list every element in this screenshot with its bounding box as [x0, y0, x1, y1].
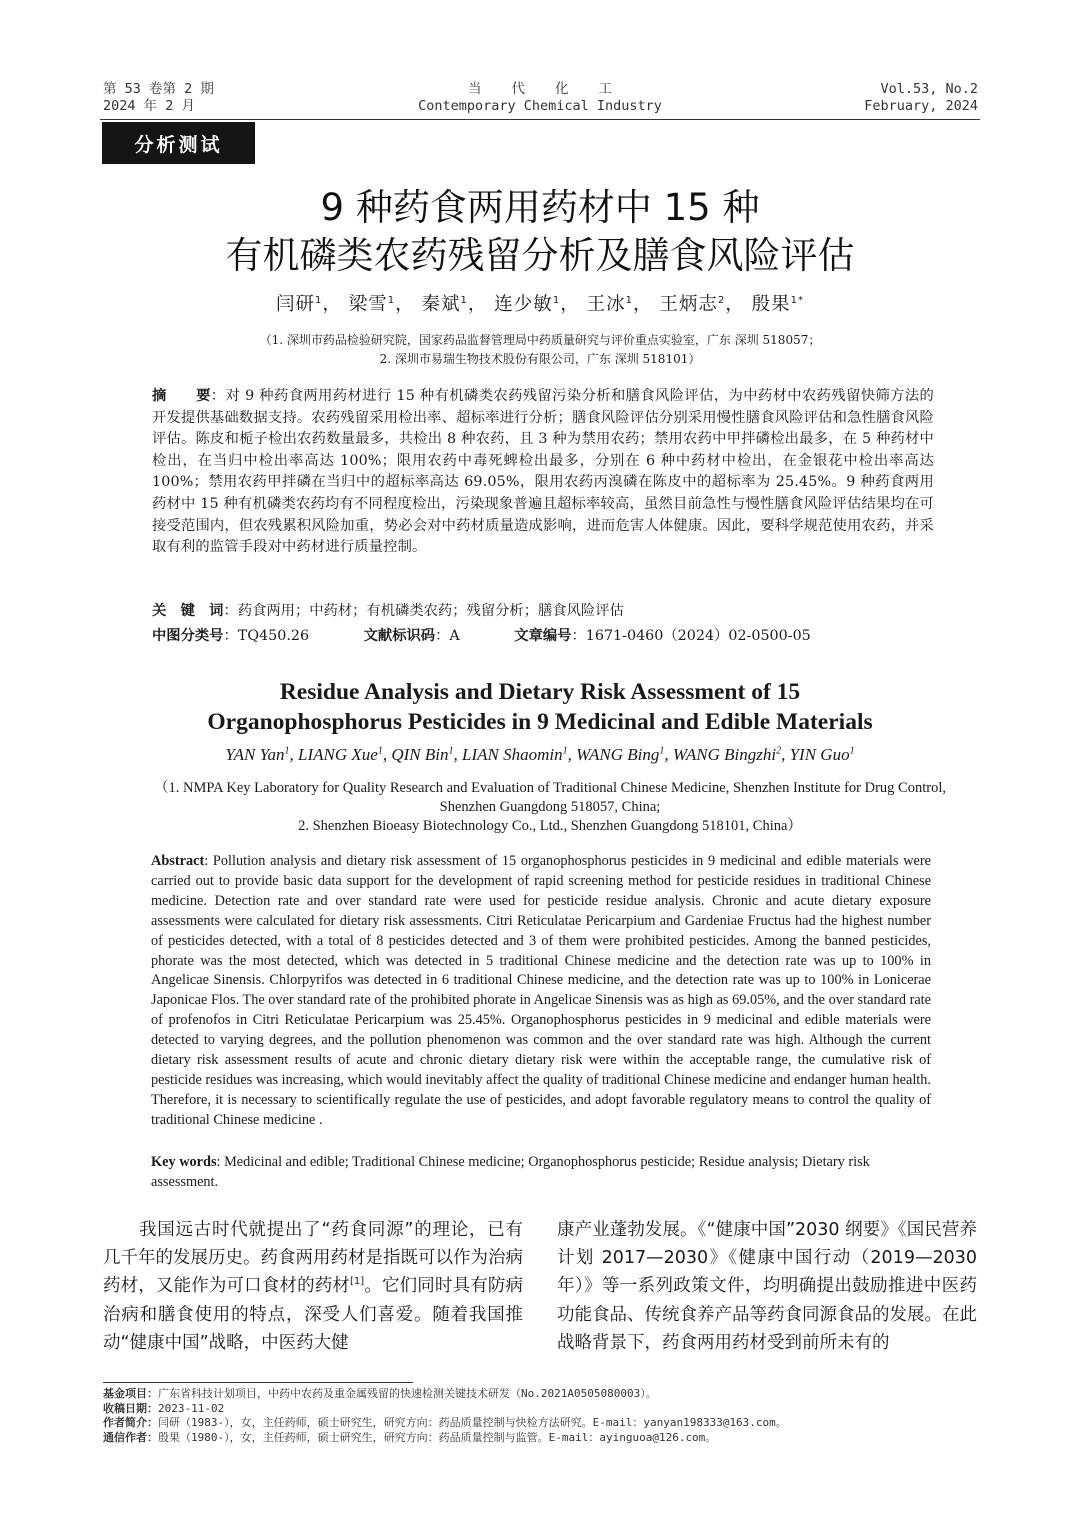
author-zh: 殷果$^{1*}$	[751, 294, 805, 315]
abstract-zh-text: ：对 9 种药食两用药材进行 15 种有机磷类农药残留污染分析和膳食风险评估，为中药材中农药残留快筛方法的开发提供基础数据支持。农药残留采用检出率、超标率进行分析；膳食风险评估分别采用慢性膳食风险评估和急性膳食风险评估。陈皮和栀子检出农药数量最多，共检出 8 种农药，且 3 种为禁用农药；禁用农药中甲拌磷检出最多，在 5 种药材中检出，在当归中检出率高达 100%；限用农药中毒死蜱检出最多，分别在 6 种中药材中检出，在金银花中检出率高达 100%；禁用农药甲拌磷在当归中的超标率高达 69.05%，限用农药丙溴磷在陈皮中的超标率为 25.45%。9 种药食两用药材中 15 种有机磷类农药均有不同程度检出，污染现象普遍且超标率较高，虽然目前急性与慢性膳食风险评估结果均在可接受范围内，但农残累积风险加重，势必会对中药材质量造成影响，进而危害人体健康。因此，要科学规范使用农药，并采取有利的监管手段对中药材进行质量控制。	[152, 388, 934, 556]
footnote-divider	[103, 1382, 413, 1383]
affiliations-zh	[0, 331, 1080, 369]
article-number-label: 文章编号	[514, 628, 572, 644]
header-date-zh: 2024 年 2 月	[103, 98, 196, 114]
affiliation-en-line2: 2. Shenzhen Bioeasy Biotechnology Co., Ltd., Shenzhen Guangdong 518101, China）	[298, 818, 802, 834]
abstract-zh-label: 摘 要	[152, 388, 211, 404]
author-en: QIN Bin$^1$	[391, 745, 454, 764]
title-zh	[0, 184, 1080, 280]
header-volume-number-en: Vol.53, No.2	[880, 81, 978, 97]
keywords-en-text: : Medicinal and edible; Traditional Chinese medicine; Organophosphorus pesticide; Residue analysis; Dietary risk assessment.	[151, 1154, 870, 1190]
affiliation-en-line1: （1. NMPA Key Laboratory for Quality Research and Evaluation of Traditional Chinese Medicine, Shenzhen Institute for Drug Control, Shenzhen Guangdong 518057, China;	[154, 780, 946, 815]
footnote-received: 收稿日期：2023-11-02	[103, 1401, 225, 1415]
header-volume-en	[864, 81, 978, 115]
body-column-left	[103, 1216, 523, 1357]
body-left-text-1: 我国远古时代就提出了“药食同源”的理论，已有几千年的发展历史。药食两用药材是指既可以作为治病药材，又能作为可口食材的药材	[103, 1220, 523, 1297]
author-zh: 连少敏$^1$	[494, 294, 561, 315]
author-zh: 秦斌$^1$	[421, 294, 468, 315]
authors-en: YAN Yan$^1$, LIANG Xue$^1$, QIN Bin$^1$, LIAN Shaomin$^1$, WANG Bing$^1$, WANG Bingzhi$^2$, YIN Guo$^1$	[225, 745, 855, 764]
author-en: WANG Bing$^1$	[576, 745, 665, 764]
author-zh: 闫研$^1$	[275, 294, 323, 315]
doc-code-label: 文献标识码	[363, 628, 436, 644]
clc-label: 中图分类号	[152, 628, 224, 644]
abstract-en-text: : Pollution analysis and dietary risk assessment of 15 organophosphorus pesticides in 9 medicinal and edible materials were carried out to provide basic data support for the development of rapid screening method for pesticide residues in traditional Chinese medicine. Detection rate and over standard rate were used for pesticide residue analysis. Chronic and acute dietary exposure assessments were calculated for dietary risk assessments. Citri Reticulatae Pericarpium and Gardeniae Fructus had the highest number of pesticides detected, with a total of 8 pesticides detected and 3 of them were prohibited pesticides. Among the banned pesticides, phorate was the most detected, which was detected in 5 traditional Chinese medicine and the detection rate was up to 100% in Angelicae Sinensis. Chlorpyrifos was detected in 6 traditional Chinese medicine, and the detection rate was up to 100% in Lonicerae Japonicae Flos. The over standard rate of the prohibited phorate in Angelicae Sinensis was as high as 69.05%, and the over standard rate of profenofos in Citri Reticulatae Pericarpium was 25.45%. Organophosphorus pesticides in 9 medicinal and edible materials were detected to varying degrees, and the pollution phenomenon was common and the over standard rate was high. Although the current dietary risk assessment results of acute and chronic dietary dietary risk were within the acceptable range, the cumulative risk of pesticide residues was increasing, which would inevitably affect the quality of traditional Chinese medicine and endanger human health. Therefore, it is necessary to scientifically regulate the use of pesticides, and adopt favorable regulatory means to control the quality of traditional Chinese medicine .	[151, 853, 931, 1128]
keywords-zh-text: ：药食两用；中药材；有机磷类农药；残留分析；膳食风险评估	[223, 603, 624, 619]
author-en: YIN Guo$^1$	[789, 745, 855, 764]
header-divider	[100, 119, 980, 120]
title-en	[0, 677, 1080, 737]
classification-line	[152, 625, 952, 647]
title-en-line2: Organophosphorus Pesticides in 9 Medicinal and Edible Materials	[207, 709, 873, 735]
body-column-right	[557, 1216, 977, 1357]
doc-code-value: ：A	[435, 628, 460, 644]
footnote-funding: 基金项目：广东省科技计划项目，中药中农药及重金属残留的快速检测关键技术研发（No.2021A0505080003）。	[103, 1387, 657, 1400]
abstract-zh	[152, 386, 934, 559]
author-en: WANG Bingzhi$^2$	[672, 745, 782, 764]
author-zh: 王炳志$^2$	[659, 294, 726, 315]
keywords-zh	[152, 600, 934, 622]
header-volume-zh: 第 53 卷第 2 期	[103, 81, 214, 97]
affiliations-en	[130, 779, 970, 836]
author-zh: 王冰$^1$	[586, 294, 633, 315]
footnote-author-bio: 作者简介：闫研（1983-），女，主任药师，硕士研究生，研究方向：药品质量控制与快检方法研究。E-mail：yanyan198333@163.com。	[103, 1416, 787, 1430]
body-left-text-2: 。它们同时具有防病治病和膳食使用的特点，深受人们喜爱。随着我国推动“健康中国”战略，中医药大健	[103, 1276, 524, 1353]
header-date-en: February, 2024	[864, 98, 978, 114]
author-en: YAN Yan$^1$	[225, 745, 290, 764]
affiliation-zh-line2: 2. 深圳市易瑞生物技术股份有限公司，广东 深圳 518101）	[379, 352, 701, 366]
author-zh: 梁雪$^1$	[348, 294, 396, 315]
article-number-value: ：1671-0460（2024）02-0500-05	[571, 628, 811, 644]
section-tag: 分析测试	[102, 122, 255, 164]
citation-ref[interactable]: [1]	[350, 1276, 365, 1288]
footnotes	[103, 1387, 983, 1445]
author-en: LIANG Xue$^1$	[298, 745, 383, 764]
authors-zh: 闫研$^1$， 梁雪$^1$， 秦斌$^1$， 连少敏$^1$， 王冰$^1$， 王炳志$^2$， 殷果$^{1*}$	[275, 294, 805, 315]
title-zh-line2: 有机磷类农药残留分析及膳食风险评估	[225, 234, 855, 277]
affiliation-zh-line1: （1. 深圳市药品检验研究院，国家药品监督管理局中药质量研究与评价重点实验室，广东 深圳 518057；	[259, 333, 821, 347]
title-zh-line1: 9 种药食两用药材中 15 种	[320, 186, 760, 229]
author-en: LIAN Shaomin$^1$	[461, 745, 568, 764]
header-journal-en: Contemporary Chemical Industry	[418, 98, 662, 114]
abstract-en-label: Abstract	[151, 853, 205, 869]
header-journal-zh: 当代化工	[468, 81, 642, 97]
title-en-line1: Residue Analysis and Dietary Risk Assessment of 15	[279, 679, 801, 705]
clc-value: ：TQ450.26	[223, 628, 310, 644]
footnote-corresponding: 通信作者：殷果（1980-），女，主任药师，硕士研究生，研究方向：药品质量控制与监管。E-mail：ayinguoa@126.com。	[103, 1430, 717, 1444]
abstract-en	[151, 852, 931, 1131]
keywords-en-label: Key words	[151, 1154, 217, 1170]
body-right-text: 康产业蓬勃发展。《“健康中国”2030 纲要》《国民营养计划 2017—2030》《健康中国行动（2019—2030 年）》等一系列政策文件，均明确提出鼓励推进中医药功能食品、传统食养产品等药食同源食品的发展。在此战略背景下，药食两用药材受到前所未有的	[557, 1220, 977, 1353]
keywords-zh-label: 关 键 词	[152, 603, 224, 619]
keywords-en	[151, 1153, 931, 1193]
